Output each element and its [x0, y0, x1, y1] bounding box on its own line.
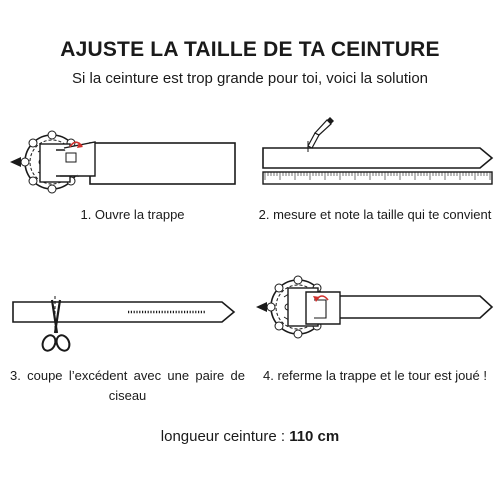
belt-strap: [263, 148, 492, 168]
pen-icon: [308, 117, 334, 148]
step3-illustration: [13, 296, 234, 353]
belt-strap: [90, 143, 235, 184]
step4-caption: 4. referme la trappe et le tour est joué !: [262, 368, 487, 383]
belt-strap: [325, 296, 492, 318]
step2-illustration: [263, 117, 492, 184]
belt-length-value: 110 cm: [289, 428, 340, 445]
step4-illustration: [256, 276, 492, 338]
belt-length: [0, 428, 500, 445]
step1-illustration: [10, 131, 235, 193]
page-subtitle: Si la ceinture est trop grande pour toi, voici la solution: [71, 70, 429, 87]
step2-caption: 2. mesure et note la taille qui te convient: [258, 207, 492, 222]
step3-caption: 3. coupe l’excédent avec une paire de ciseau: [10, 368, 245, 403]
belt-length-label: longueur ceinture :: [160, 428, 286, 445]
step1-caption: 1. Ouvre la trappe: [80, 207, 185, 222]
page-title: AJUSTE LA TAILLE DE TA CEINTURE: [60, 38, 440, 61]
ruler-icon: [263, 172, 492, 184]
